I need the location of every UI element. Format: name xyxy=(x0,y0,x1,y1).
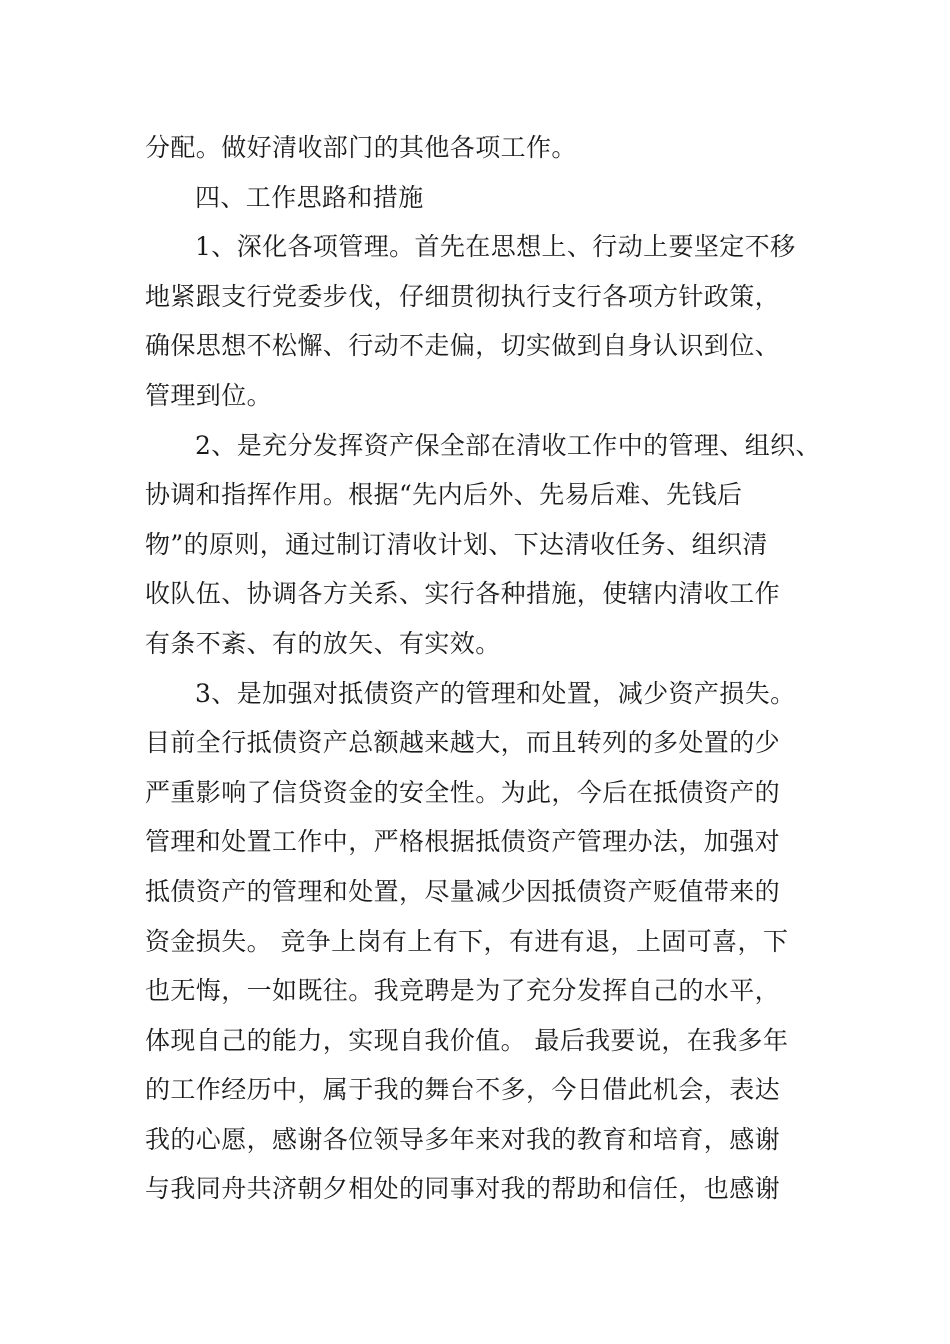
text-line: 管理到位。 xyxy=(145,380,273,410)
text-line: 3、是加强对抵债资产的管理和处置，减少资产损失。 xyxy=(195,678,796,708)
text-line: 1、深化各项管理。首先在思想上、行动上要坚定不移 xyxy=(195,232,796,262)
text-line: 也无悔，一如既往。我竞聘是为了充分发挥自己的水平， xyxy=(145,976,781,1006)
text-line: 与我同舟共济朝夕相处的同事对我的帮助和信任，也感谢 xyxy=(145,1174,781,1204)
text-line: 地紧跟支行党委步伐，仔细贯彻执行支行各项方针政策， xyxy=(145,281,781,311)
text-line: 收队伍、协调各方关系、实行各种措施，使辖内清收工作 xyxy=(145,579,781,609)
text-line: 严重影响了信贷资金的安全性。为此，今后在抵债资产的 xyxy=(145,777,781,807)
text-line: 有条不紊、有的放矢、有实效。 xyxy=(145,628,501,658)
text-line: 分配。做好清收部门的其他各项工作。 xyxy=(145,133,577,162)
text-line: 抵债资产的管理和处置，尽量减少因抵债资产贬值带来的 xyxy=(145,876,781,906)
text-line: 确保思想不松懈、行动不走偏，切实做到自身认识到位、 xyxy=(145,331,781,361)
text-line: 目前全行抵债资产总额越来越大，而且转列的多处置的少 xyxy=(145,728,781,758)
text-line: 体现自己的能力，实现自我价值。 最后我要说，在我多年 xyxy=(145,1025,789,1055)
text-line: 资金损失。 竞争上岗有上有下，有进有退，上固可喜，下 xyxy=(145,926,789,956)
text-line: 我的心愿，感谢各位领导多年来对我的教育和培育，感谢 xyxy=(145,1124,781,1154)
document-body xyxy=(145,123,845,1214)
text-line: 的工作经历中，属于我的舞台不多，今日借此机会，表达 xyxy=(145,1075,781,1105)
text-line: 协调和指挥作用。根据“先内后外、先易后难、先钱后 xyxy=(145,480,743,510)
text-line: 管理和处置工作中，严格根据抵债资产管理办法，加强对 xyxy=(145,827,781,857)
text-line: 2、是充分发挥资产保全部在清收工作中的管理、组织、 xyxy=(195,430,821,460)
text-line: 物”的原则，通过制订清收计划、下达清收任务、组织清 xyxy=(145,529,768,559)
text-line: 四、工作思路和措施 xyxy=(195,182,424,212)
